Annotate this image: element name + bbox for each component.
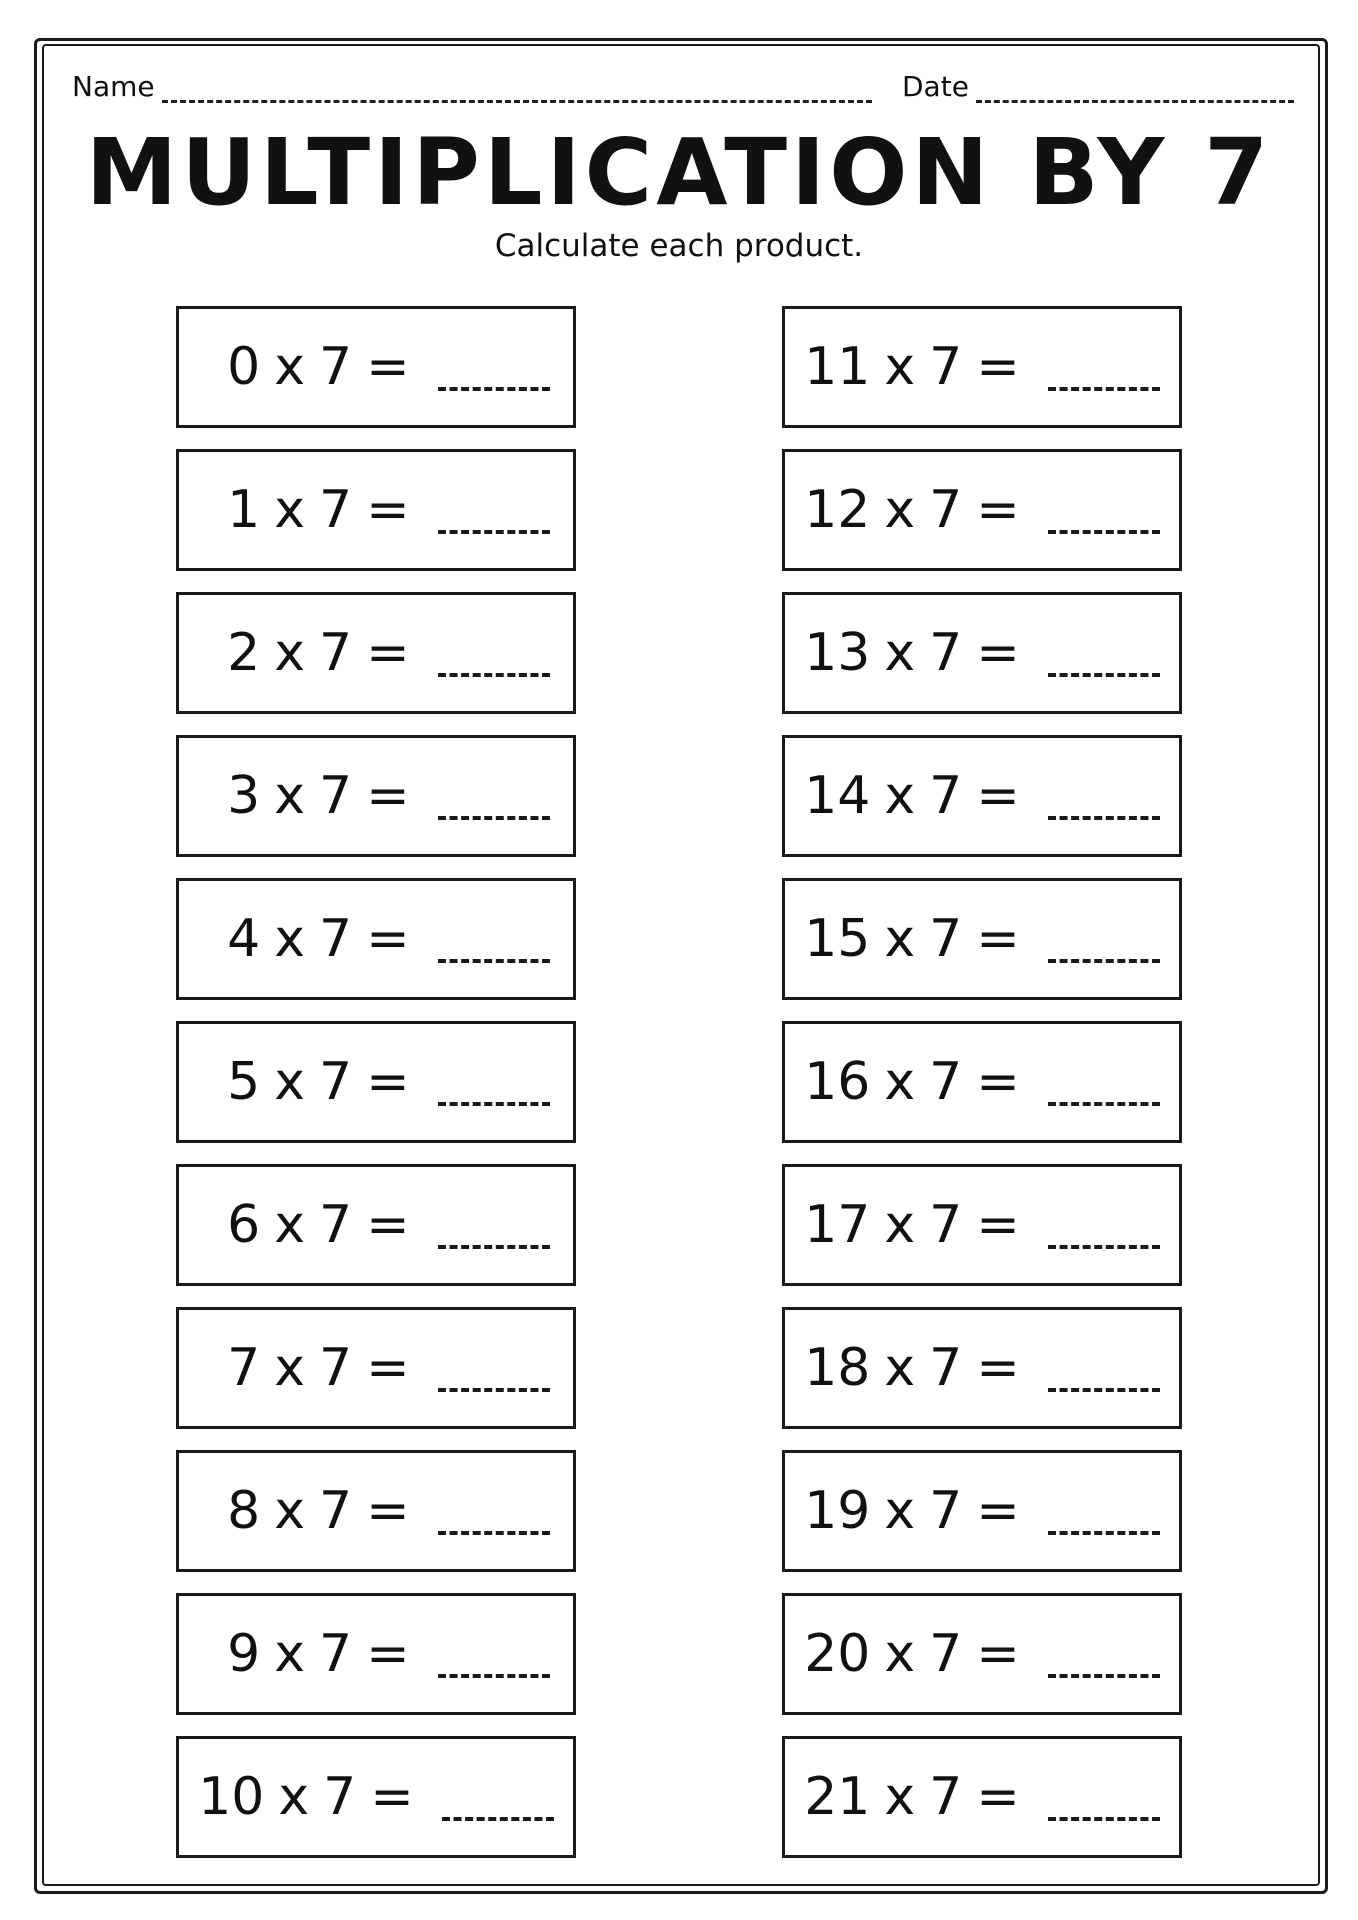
equals-sign: = (366, 1338, 410, 1398)
multiplier: 7 (319, 1338, 353, 1398)
answer-blank[interactable] (438, 1630, 550, 1678)
multiplier: 7 (319, 337, 353, 397)
times-sign: x (884, 1481, 916, 1541)
times-sign: x (274, 909, 306, 969)
problem-box (176, 449, 576, 571)
equals-sign: = (976, 480, 1020, 540)
times-sign: x (274, 1481, 306, 1541)
answer-blank[interactable] (438, 915, 550, 963)
times-sign: x (274, 1338, 306, 1398)
answer-blank[interactable] (1048, 1344, 1160, 1392)
multiplier: 7 (929, 909, 963, 969)
problem-box (782, 1164, 1182, 1286)
problem-box (176, 592, 576, 714)
equals-sign: = (976, 1767, 1020, 1827)
multiplicand: 4 (227, 909, 261, 969)
equals-sign: = (976, 1338, 1020, 1398)
equals-sign: = (976, 766, 1020, 826)
multiplicand: 16 (804, 1052, 871, 1112)
name-label: Name (72, 70, 155, 103)
problem-box (176, 735, 576, 857)
answer-blank[interactable] (1048, 1058, 1160, 1106)
answer-blank[interactable] (438, 1201, 550, 1249)
times-sign: x (274, 480, 306, 540)
problem-box (782, 1450, 1182, 1572)
answer-blank[interactable] (442, 1773, 554, 1821)
equals-sign: = (366, 909, 410, 969)
problem-box (782, 1736, 1182, 1858)
answer-blank[interactable] (1048, 629, 1160, 677)
problem-box (176, 1736, 576, 1858)
times-sign: x (274, 1195, 306, 1255)
date-label: Date (902, 70, 969, 103)
equals-sign: = (976, 1195, 1020, 1255)
problem-box (176, 1593, 576, 1715)
answer-blank[interactable] (1048, 1773, 1160, 1821)
multiplier: 7 (929, 337, 963, 397)
problem-box (176, 1021, 576, 1143)
multiplicand: 2 (227, 623, 261, 683)
times-sign: x (274, 1052, 306, 1112)
times-sign: x (884, 766, 916, 826)
times-sign: x (884, 1338, 916, 1398)
header-line (72, 66, 1296, 106)
multiplier: 7 (929, 480, 963, 540)
equals-sign: = (366, 337, 410, 397)
times-sign: x (278, 1767, 310, 1827)
multiplier: 7 (319, 480, 353, 540)
multiplier: 7 (319, 909, 353, 969)
equals-sign: = (976, 337, 1020, 397)
answer-blank[interactable] (1048, 772, 1160, 820)
multiplicand: 17 (804, 1195, 871, 1255)
problem-box (782, 735, 1182, 857)
equals-sign: = (366, 623, 410, 683)
multiplicand: 12 (804, 480, 871, 540)
multiplier: 7 (319, 623, 353, 683)
problem-column-left (176, 306, 576, 1879)
equals-sign: = (370, 1767, 414, 1827)
times-sign: x (884, 909, 916, 969)
problem-grid (176, 306, 1186, 1858)
multiplicand: 9 (227, 1624, 261, 1684)
multiplier: 7 (929, 623, 963, 683)
multiplicand: 18 (804, 1338, 871, 1398)
times-sign: x (884, 1052, 916, 1112)
problem-box (782, 592, 1182, 714)
answer-blank[interactable] (1048, 1201, 1160, 1249)
multiplicand: 7 (227, 1338, 261, 1398)
equals-sign: = (366, 1052, 410, 1112)
worksheet-title: MULTIPLICATION BY 7 (85, 119, 1273, 226)
problem-column-right (782, 306, 1182, 1879)
answer-blank[interactable] (438, 1058, 550, 1106)
multiplicand: 13 (804, 623, 871, 683)
times-sign: x (884, 480, 916, 540)
equals-sign: = (366, 766, 410, 826)
multiplicand: 20 (804, 1624, 871, 1684)
multiplicand: 5 (227, 1052, 261, 1112)
multiplier: 7 (929, 1624, 963, 1684)
multiplier: 7 (319, 1052, 353, 1112)
date-field[interactable] (976, 100, 1294, 103)
problem-box (782, 1593, 1182, 1715)
times-sign: x (274, 337, 306, 397)
worksheet-instructions: Calculate each product. (494, 228, 864, 264)
multiplicand: 6 (227, 1195, 261, 1255)
multiplier: 7 (929, 1052, 963, 1112)
problem-box (782, 449, 1182, 571)
answer-blank[interactable] (438, 1344, 550, 1392)
times-sign: x (884, 1195, 916, 1255)
times-sign: x (884, 623, 916, 683)
multiplier: 7 (929, 1767, 963, 1827)
answer-blank[interactable] (1048, 915, 1160, 963)
multiplicand: 3 (227, 766, 261, 826)
problem-box (782, 306, 1182, 428)
equals-sign: = (976, 623, 1020, 683)
times-sign: x (274, 623, 306, 683)
multiplicand: 21 (804, 1767, 871, 1827)
multiplier: 7 (319, 766, 353, 826)
multiplier: 7 (929, 1481, 963, 1541)
answer-blank[interactable] (438, 486, 550, 534)
answer-blank[interactable] (438, 343, 550, 391)
multiplicand: 14 (804, 766, 871, 826)
multiplicand: 15 (804, 909, 871, 969)
answer-blank[interactable] (1048, 486, 1160, 534)
times-sign: x (884, 1624, 916, 1684)
multiplicand: 11 (804, 337, 871, 397)
times-sign: x (274, 766, 306, 826)
equals-sign: = (976, 1052, 1020, 1112)
multiplicand: 1 (227, 480, 261, 540)
multiplicand: 10 (198, 1767, 265, 1827)
answer-blank[interactable] (438, 629, 550, 677)
multiplier: 7 (323, 1767, 357, 1827)
equals-sign: = (366, 480, 410, 540)
equals-sign: = (366, 1481, 410, 1541)
multiplier: 7 (929, 1338, 963, 1398)
answer-blank[interactable] (438, 772, 550, 820)
equals-sign: = (976, 1624, 1020, 1684)
answer-blank[interactable] (438, 1487, 550, 1535)
problem-box (782, 1021, 1182, 1143)
problem-box (782, 878, 1182, 1000)
answer-blank[interactable] (1048, 1630, 1160, 1678)
equals-sign: = (366, 1624, 410, 1684)
times-sign: x (884, 337, 916, 397)
problem-box (176, 1164, 576, 1286)
problem-box (176, 1307, 576, 1429)
multiplicand: 8 (227, 1481, 261, 1541)
multiplier: 7 (929, 766, 963, 826)
multiplicand: 0 (227, 337, 261, 397)
name-field[interactable] (162, 100, 872, 103)
times-sign: x (884, 1767, 916, 1827)
multiplier: 7 (929, 1195, 963, 1255)
problem-box (782, 1307, 1182, 1429)
multiplier: 7 (319, 1624, 353, 1684)
multiplier: 7 (319, 1481, 353, 1541)
multiplier: 7 (319, 1195, 353, 1255)
equals-sign: = (976, 1481, 1020, 1541)
times-sign: x (274, 1624, 306, 1684)
equals-sign: = (366, 1195, 410, 1255)
problem-box (176, 878, 576, 1000)
problem-box (176, 306, 576, 428)
equals-sign: = (976, 909, 1020, 969)
answer-blank[interactable] (1048, 1487, 1160, 1535)
answer-blank[interactable] (1048, 343, 1160, 391)
problem-box (176, 1450, 576, 1572)
multiplicand: 19 (804, 1481, 871, 1541)
